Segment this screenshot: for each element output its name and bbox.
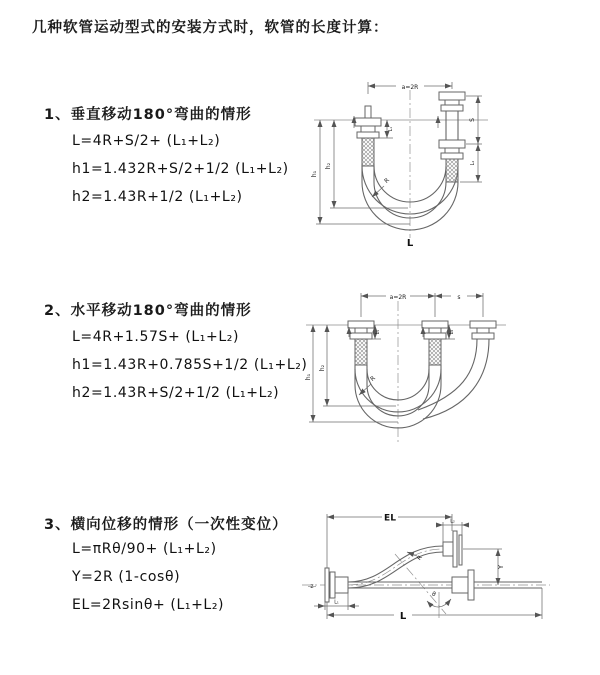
section-2-title: 水平移动180°弯曲的情形 bbox=[70, 303, 252, 319]
formula-h2: h2=1.43R+1/2 (L₁+L₂) bbox=[72, 189, 243, 205]
dim-label-l2: L₂ bbox=[450, 329, 455, 335]
dim-label-l1: L₁ bbox=[389, 126, 394, 132]
hose-u-bend bbox=[355, 339, 489, 428]
formula-el: EL=2Rsinθ+ (L₁+L₂) bbox=[72, 597, 225, 613]
formula-l: L=πRθ/90+ (L₁+L₂) bbox=[72, 541, 217, 557]
formula-l: L=4R+1.57S+ (L₁+L₂) bbox=[72, 329, 240, 345]
diagram-lateral-displacement bbox=[300, 502, 585, 634]
dim-label-l1: L₁ bbox=[376, 329, 381, 335]
dim-label-l1: L₁ bbox=[334, 600, 339, 606]
formula-y: Y=2R (1-cosθ) bbox=[72, 569, 181, 585]
dim-label-h2: h₂ bbox=[325, 162, 332, 170]
dim-label-total-length: L bbox=[399, 611, 407, 622]
centerlines bbox=[314, 90, 488, 238]
dim-label-h1: h₁ bbox=[311, 170, 318, 178]
dim-label-l2: L₂ bbox=[471, 160, 476, 166]
formula-l: L=4R+S/2+ (L₁+L₂) bbox=[72, 133, 221, 149]
dim-label-s: s bbox=[457, 294, 461, 301]
dimension-h1 bbox=[309, 325, 398, 422]
angle-label-theta: θ bbox=[432, 591, 436, 598]
dim-label-h2: h₂ bbox=[319, 364, 326, 372]
page-title: 几种软管运动型式的安装方式时，软管的长度计算： bbox=[32, 20, 389, 36]
dim-label-el: EL bbox=[384, 513, 396, 524]
section-3-heading bbox=[44, 513, 288, 534]
centerline-mark: z bbox=[310, 583, 314, 590]
pipe-flanges bbox=[325, 531, 474, 602]
formula-h1: h1=1.432R+S/2+1/2 (L₁+L₂) bbox=[72, 161, 289, 177]
dim-label-r: R bbox=[383, 176, 391, 185]
dim-label-a2r: a=2R bbox=[389, 294, 407, 301]
dim-label-y: Y bbox=[497, 564, 505, 570]
dim-label-r: R bbox=[369, 374, 377, 383]
section-2-heading bbox=[44, 299, 252, 320]
dim-label-h1: h₁ bbox=[305, 373, 312, 381]
formula-h1: h1=1.43R+0.785S+1/2 (L₁+L₂) bbox=[72, 357, 308, 373]
valve-icon bbox=[361, 96, 375, 106]
dim-label-r: R bbox=[415, 554, 424, 562]
dim-label-s: S bbox=[469, 118, 476, 122]
dim-label-total-length: L bbox=[406, 238, 414, 249]
section-3-number: 3、 bbox=[44, 517, 71, 533]
radius-callout bbox=[407, 552, 424, 562]
formula-h2: h2=1.43R+S/2+1/2 (L₁+L₂) bbox=[72, 385, 280, 401]
section-1-number: 1、 bbox=[44, 107, 71, 123]
section-1-heading bbox=[44, 103, 252, 124]
section-3-title: 横向位移的情形（一次性变位） bbox=[70, 517, 288, 533]
valve-icon bbox=[346, 307, 360, 317]
diagram-horizontal-180-bend bbox=[298, 283, 568, 465]
section-2-number: 2、 bbox=[44, 303, 71, 319]
pipe-flanges bbox=[348, 321, 496, 339]
dim-label-a2r: a=2R bbox=[401, 84, 419, 91]
dimension-a2r-and-s bbox=[361, 293, 483, 317]
section-1-title: 垂直移动180°弯曲的情形 bbox=[70, 107, 252, 123]
diagram-vertical-180-bend bbox=[300, 70, 550, 260]
dim-label-l2: L₂ bbox=[450, 519, 455, 525]
